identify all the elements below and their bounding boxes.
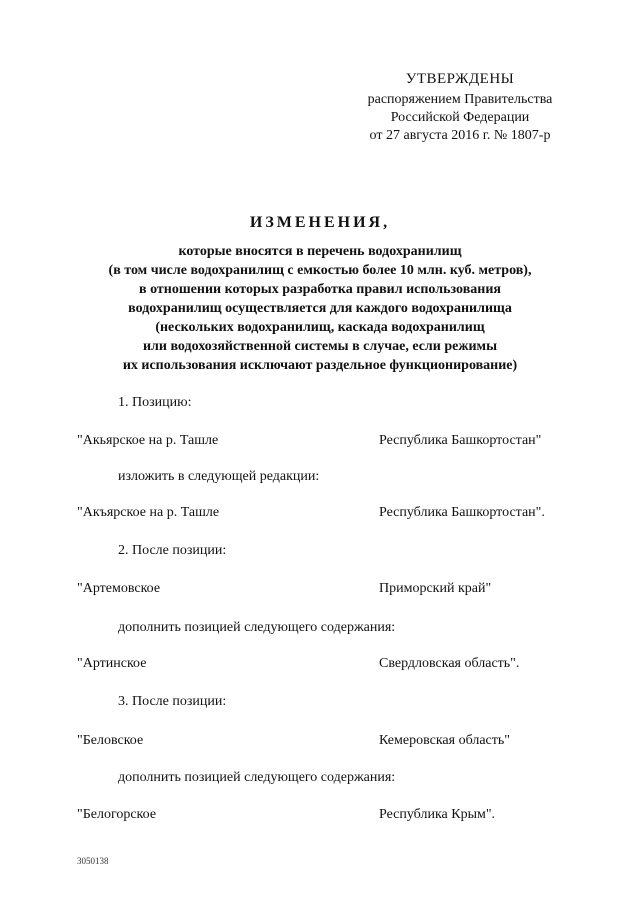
document-title: ИЗМЕНЕНИЯ, <box>249 214 391 231</box>
subtitle-line: которые вносятся в перечень водохранилищ <box>178 244 462 259</box>
document-subtitle <box>60 242 580 375</box>
subtitle-line: их использования исключают раздельное функционирование) <box>122 358 518 373</box>
subtitle-line: (в том числе водохранилищ с емкостью более 10 млн. куб. метров), <box>108 263 532 278</box>
reservoir-name: "Артемовское <box>77 581 161 596</box>
approval-line: Российской Федерации <box>390 110 530 125</box>
reservoir-name: "Акьярское на р. Ташле <box>77 433 219 448</box>
reservoir-region: Республика Крым". <box>379 807 496 822</box>
section-heading: 2. После позиции: <box>118 543 227 558</box>
reservoir-region: Республика Башкортостан" <box>379 433 542 448</box>
approval-line: распоряжением Правительства <box>367 92 553 107</box>
subtitle-line: водохранилищ осуществляется для каждого водохранилища <box>128 301 512 316</box>
subtitle-line: или водохозяйственной системы в случае, если режимы <box>142 339 498 354</box>
reservoir-region: Приморский край" <box>379 581 492 596</box>
subtitle-line: (нескольких водохранилищ, каскада водохранилищ <box>155 320 485 335</box>
reservoir-name: "Акъярское на р. Ташле <box>77 505 220 520</box>
subtitle-line: в отношении которых разработка правил использования <box>139 282 501 297</box>
section-heading: 3. После позиции: <box>118 694 227 709</box>
reservoir-region: Кемеровская область" <box>379 733 510 748</box>
reservoir-region: Свердловская область". <box>379 656 520 671</box>
reservoir-name: "Артинское <box>77 656 147 671</box>
approval-line: от 27 августа 2016 г. № 1807-р <box>369 128 551 143</box>
section-heading: 1. Позицию: <box>118 395 192 410</box>
reservoir-name: "Белогорское <box>77 807 157 822</box>
section-instruction: дополнить позицией следующего содержания: <box>118 770 396 785</box>
document-code: 3050138 <box>77 856 109 866</box>
section-instruction: изложить в следующей редакции: <box>118 469 320 484</box>
approval-stamp <box>340 70 580 145</box>
approval-heading: УТВЕРЖДЕНЫ <box>405 71 515 87</box>
section-instruction: дополнить позицией следующего содержания: <box>118 620 396 635</box>
reservoir-region: Республика Башкортостан". <box>379 505 545 520</box>
reservoir-name: "Беловское <box>77 733 144 748</box>
